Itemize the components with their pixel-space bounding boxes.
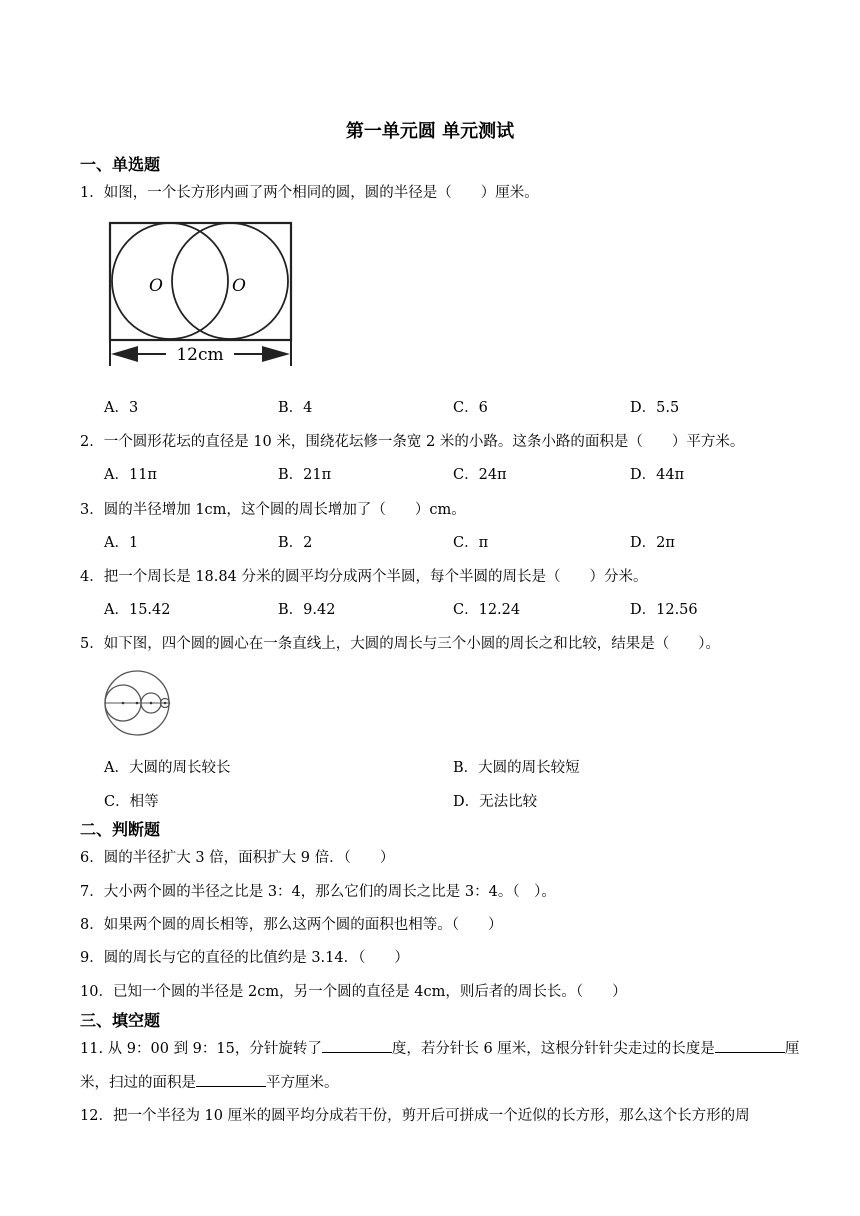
question-7: 7．大小两个圆的半径之比是 3：4，那么它们的周长之比是 3：4。（ ）。 <box>80 884 556 900</box>
question-2: 2．一个圆形花坛的直径是 10 米，围绕花坛修一条宽 2 米的小路。这条小路的面积是（ ）平方米。 <box>80 434 745 450</box>
question-8: 8．如果两个圆的周长相等，那么这两个圆的面积也相等。（ ） <box>80 917 503 933</box>
answer-blank[interactable] <box>322 1038 392 1053</box>
question-1: 1．如图，一个长方形内画了两个相同的圆，圆的半径是（ ）厘米。 <box>80 185 539 201</box>
q11-text: 11. 从 9：00 到 9：15，分针旋转了 <box>80 1041 322 1057</box>
width-label: 12cm <box>176 345 224 365</box>
q11-text: 米，扫过的面积是 <box>80 1075 196 1091</box>
q2-option-d[interactable]: D．44π <box>630 467 685 483</box>
q11-text: 度，若分针长 6 厘米，这根分针针尖走过的长度是 <box>391 1041 715 1057</box>
q5-option-c[interactable]: C．相等 <box>104 794 159 810</box>
two-circles-rectangle-figure <box>104 218 298 370</box>
section-heading-true-false: 二、判断题 <box>80 820 161 839</box>
circle-center-label: O <box>149 276 163 296</box>
question-3: 3．圆的半径增加 1cm，这个圆的周长增加了（ ）cm。 <box>80 502 466 518</box>
q11-text: 平方厘米。 <box>266 1075 339 1091</box>
section-heading-single-choice: 一、单选题 <box>80 155 161 174</box>
q2-option-c[interactable]: C．24π <box>453 467 507 483</box>
q3-option-a[interactable]: A．1 <box>104 535 139 551</box>
q4-option-d[interactable]: D．12.56 <box>630 602 698 618</box>
answer-blank[interactable] <box>196 1072 266 1087</box>
q1-option-c[interactable]: C．6 <box>453 400 488 416</box>
q5-option-b[interactable]: B．大圆的周长较短 <box>453 760 580 776</box>
q4-option-b[interactable]: B．9.42 <box>278 602 336 618</box>
question-6: 6．圆的半径扩大 3 倍，面积扩大 9 倍．（ ） <box>80 850 395 866</box>
question-9: 9．圆的周长与它的直径的比值约是 3.14．（ ） <box>80 950 409 966</box>
q3-option-c[interactable]: C．π <box>453 535 489 551</box>
circle-center-label: O <box>232 276 246 296</box>
question-4: 4．把一个周长是 18.84 分米的圆平均分成两个半圆，每个半圆的周长是（ ）分米。 <box>80 569 648 585</box>
answer-blank[interactable] <box>715 1038 785 1053</box>
q1-option-a[interactable]: A．3 <box>104 400 139 416</box>
q4-option-a[interactable]: A．15.42 <box>104 602 171 618</box>
question-5: 5．如下图，四个圆的圆心在一条直线上，大圆的周长与三个小圆的周长之和比较，结果是（ ）。 <box>80 636 720 652</box>
question-11-line-2 <box>80 1071 339 1092</box>
question-10: 10．已知一个圆的半径是 2cm，另一个圆的直径是 4cm，则后者的周长长。（ ） <box>80 984 627 1000</box>
question-11-line-1 <box>80 1037 799 1058</box>
q3-option-d[interactable]: D．2π <box>630 535 675 551</box>
q2-option-a[interactable]: A．11π <box>104 467 157 483</box>
q5-option-d[interactable]: D．无法比较 <box>453 794 538 810</box>
question-12: 12．把一个半径为 10 厘米的圆平均分成若干份，剪开后可拼成一个近似的长方形，那么这个长方形的周 <box>80 1108 750 1124</box>
q1-option-b[interactable]: B．4 <box>278 400 313 416</box>
q2-option-b[interactable]: B．21π <box>278 467 332 483</box>
q11-text: 厘 <box>784 1041 800 1057</box>
section-heading-fill-in: 三、填空题 <box>80 1011 161 1030</box>
q5-option-a[interactable]: A．大圆的周长较长 <box>104 760 231 776</box>
page-title: 第一单元圆 单元测试 <box>345 121 515 142</box>
q4-option-c[interactable]: C．12.24 <box>453 602 521 618</box>
q1-option-d[interactable]: D．5.5 <box>630 400 680 416</box>
four-circles-figure <box>102 668 176 738</box>
q3-option-b[interactable]: B．2 <box>278 535 313 551</box>
